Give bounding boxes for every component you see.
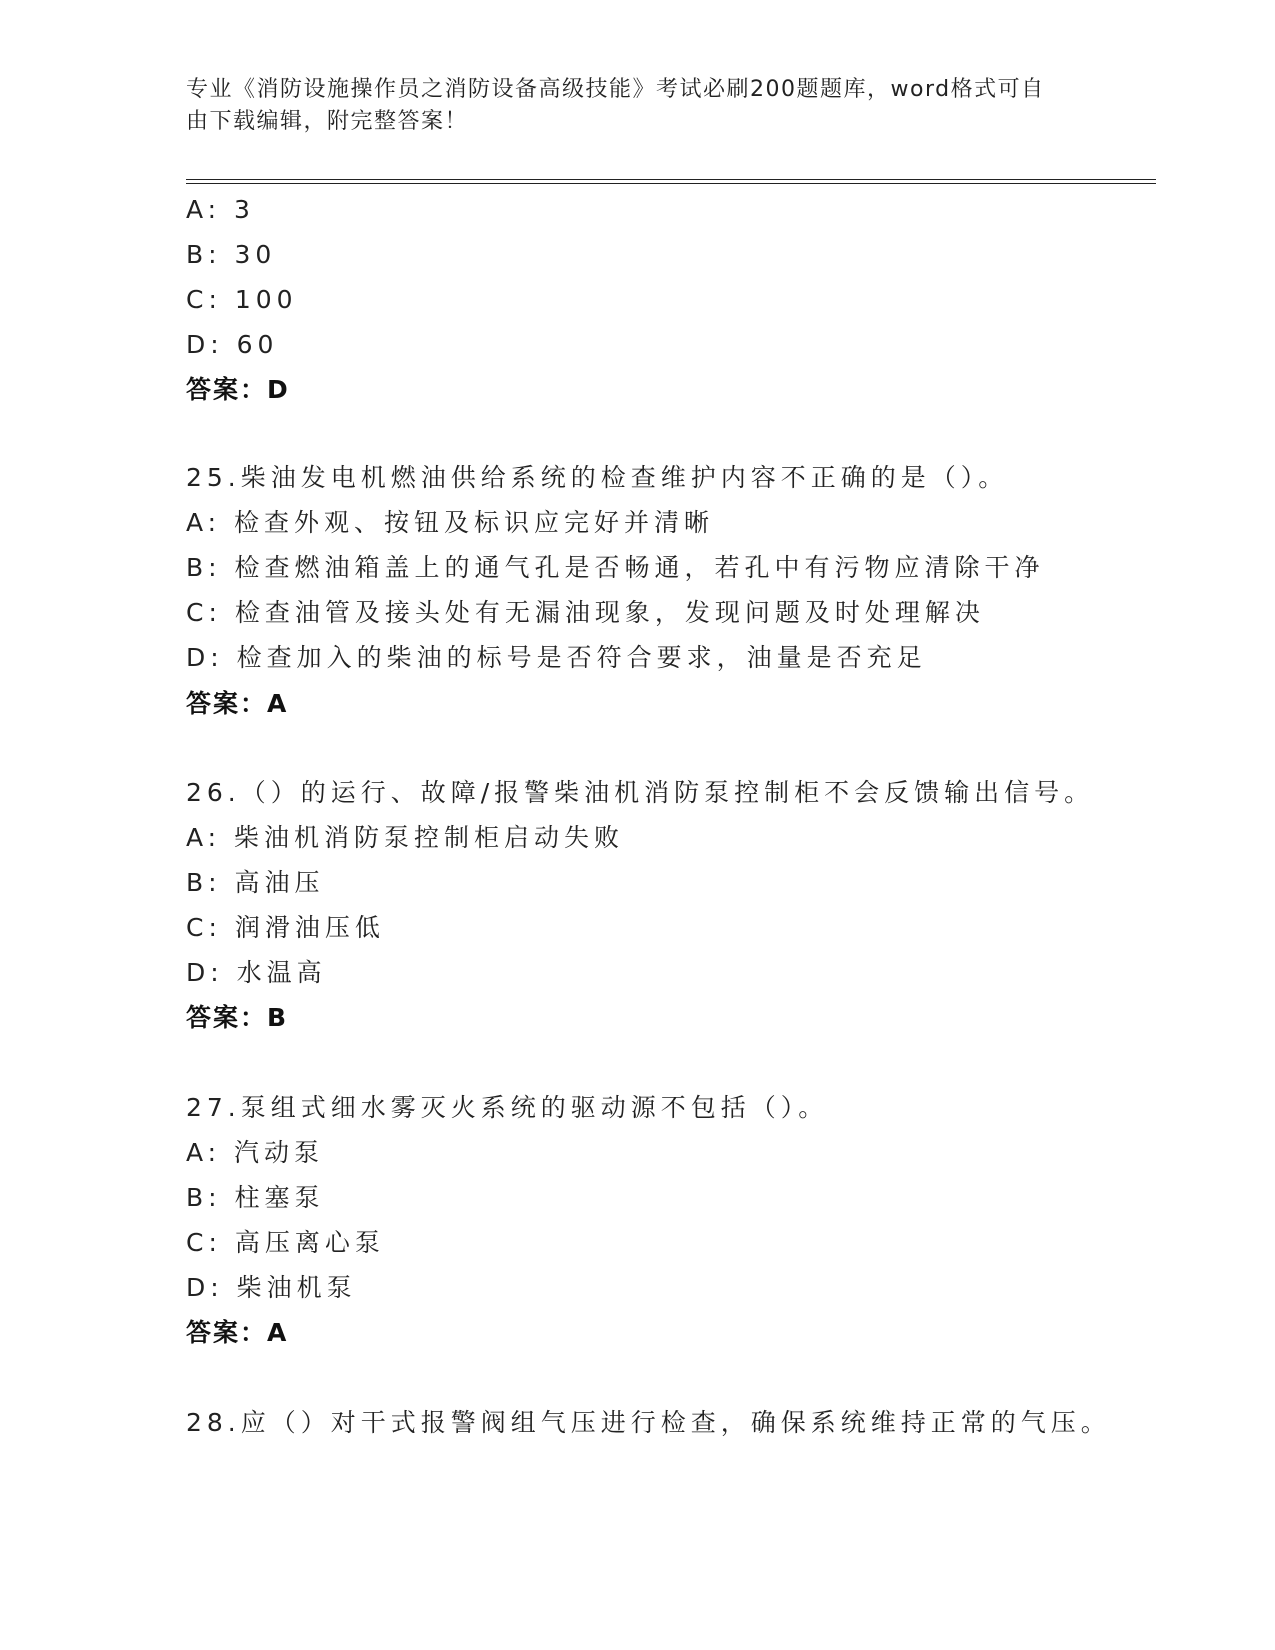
question-stem: 25.柴油发电机燃油供给系统的检查维护内容不正确的是（）。 [186,463,1009,492]
option-b: B: 检查燃油箱盖上的通气孔是否畅通，若孔中有污物应清除干净 [186,553,1045,582]
question-stem: 28.应（）对干式报警阀组气压进行检查，确保系统维持正常的气压。 [186,1408,1111,1437]
option-c: C: 100 [186,285,298,314]
option-c: C: 高压离心泵 [186,1228,385,1257]
option-a: A: 3 [186,195,255,224]
option-d: D: 60 [186,330,279,359]
option-a: A: 柴油机消防泵控制柜启动失败 [186,823,625,852]
header-divider-double [186,183,1156,184]
question-stem: 27.泵组式细水雾灭火系统的驱动源不包括（）。 [186,1093,829,1122]
header-divider [186,179,1156,180]
option-b: B: 30 [186,240,277,269]
option-c: C: 润滑油压低 [186,913,385,942]
option-b: B: 柱塞泵 [186,1183,325,1212]
option-d: D: 水温高 [186,958,327,987]
option-c: C: 检查油管及接头处有无漏油现象，发现问题及时处理解决 [186,598,985,627]
option-d: D: 检查加入的柴油的标号是否符合要求，油量是否充足 [186,643,927,672]
answer: 答案：A [186,689,289,718]
answer: 答案：B [186,1003,289,1032]
option-a: A: 检查外观、按钮及标识应完好并清晰 [186,508,715,537]
document-header: 专业《消防设施操作员之消防设备高级技能》考试必刷200题题库，word格式可自由下载编辑，附完整答案！ [186,77,1045,134]
option-b: B: 高油压 [186,868,325,897]
question-stem: 26.（）的运行、故障/报警柴油机消防泵控制柜不会反馈输出信号。 [186,778,1095,807]
answer: 答案：A [186,1318,289,1347]
answer: 答案：D [186,375,290,404]
option-d: D: 柴油机泵 [186,1273,357,1302]
option-a: A: 汽动泵 [186,1138,325,1167]
